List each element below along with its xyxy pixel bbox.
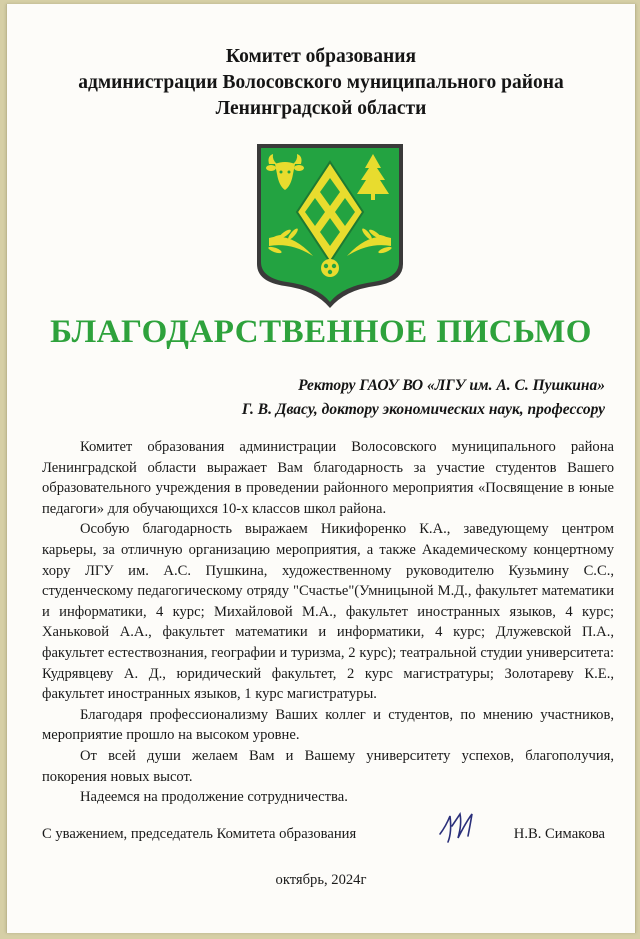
paragraph-4: От всей души желаем Вам и Вашему университету успехов, благополучия, покорения новых высот.: [42, 747, 614, 785]
coat-of-arms-icon: [255, 142, 405, 310]
addressee-block: [242, 374, 605, 422]
letterhead-line-3: Ленинградской области: [215, 98, 427, 119]
paragraph-1: Комитет образования администрации Волосовского муниципального района Ленинградской области выражает Вам благодарность за участие студентов Вашего образовательного учреждения в проведении районного мероприятия «Посвящение в юные педагоги» для обучающихся 10-х классов школ района.: [42, 439, 614, 517]
paragraph-2: Особую благодарность выражаем Никифоренко К.А., заведующему центром карьеры, за отличную организацию мероприятия, а также Академическому концертному хору ЛГУ им. А.С. Пушкина, художественному руководителю Кузьмину С.С., студенческому педагогическому отряду "Счастье"(Умницыной М.Д., факультет математики и информатики, 4 курс; Михайловой М.А., факультет иностранных языков, 4 курс; Ханьковой А.А., факультет математики и информатики, 4 курс; Длужевской П.А., факультет естествознания, географии и туризма, 2 курс); театральной студии университета: Кудрявцеву А. Д., юридический факультет, 2 курс магистратуры; Золотареву К.Е., факультет иностранных языков, 1 курс магистратуры.: [42, 521, 614, 703]
letterhead-line-1: Комитет образования: [225, 46, 417, 67]
letter-body: [42, 437, 614, 808]
letterhead-line-2: администрации Волосовского муниципального района: [78, 72, 564, 93]
letterhead: [7, 44, 635, 122]
letter-sheet: [6, 4, 636, 933]
letter-date: октябрь, 2024г: [275, 872, 367, 888]
addressee-line-2: Г. В. Двасу, доктору экономических наук, профессору: [241, 401, 605, 418]
handwritten-signature-icon: [432, 804, 482, 848]
document-title: БЛАГОДАРСТВЕННОЕ ПИСЬМО: [50, 314, 592, 350]
paragraph-3: Благодаря профессионализму Ваших коллег и студентов, по мнению участников, мероприятие прошло на высоком уровне.: [42, 706, 614, 744]
signature-position: С уважением, председатель Комитета образования: [42, 826, 357, 842]
signatory-name: Н.В. Симакова: [513, 826, 605, 842]
addressee-line-1: Ректору ГАОУ ВО «ЛГУ им. А. С. Пушкина»: [298, 377, 605, 394]
paragraph-5: Надеемся на продолжение сотрудничества.: [80, 789, 348, 806]
